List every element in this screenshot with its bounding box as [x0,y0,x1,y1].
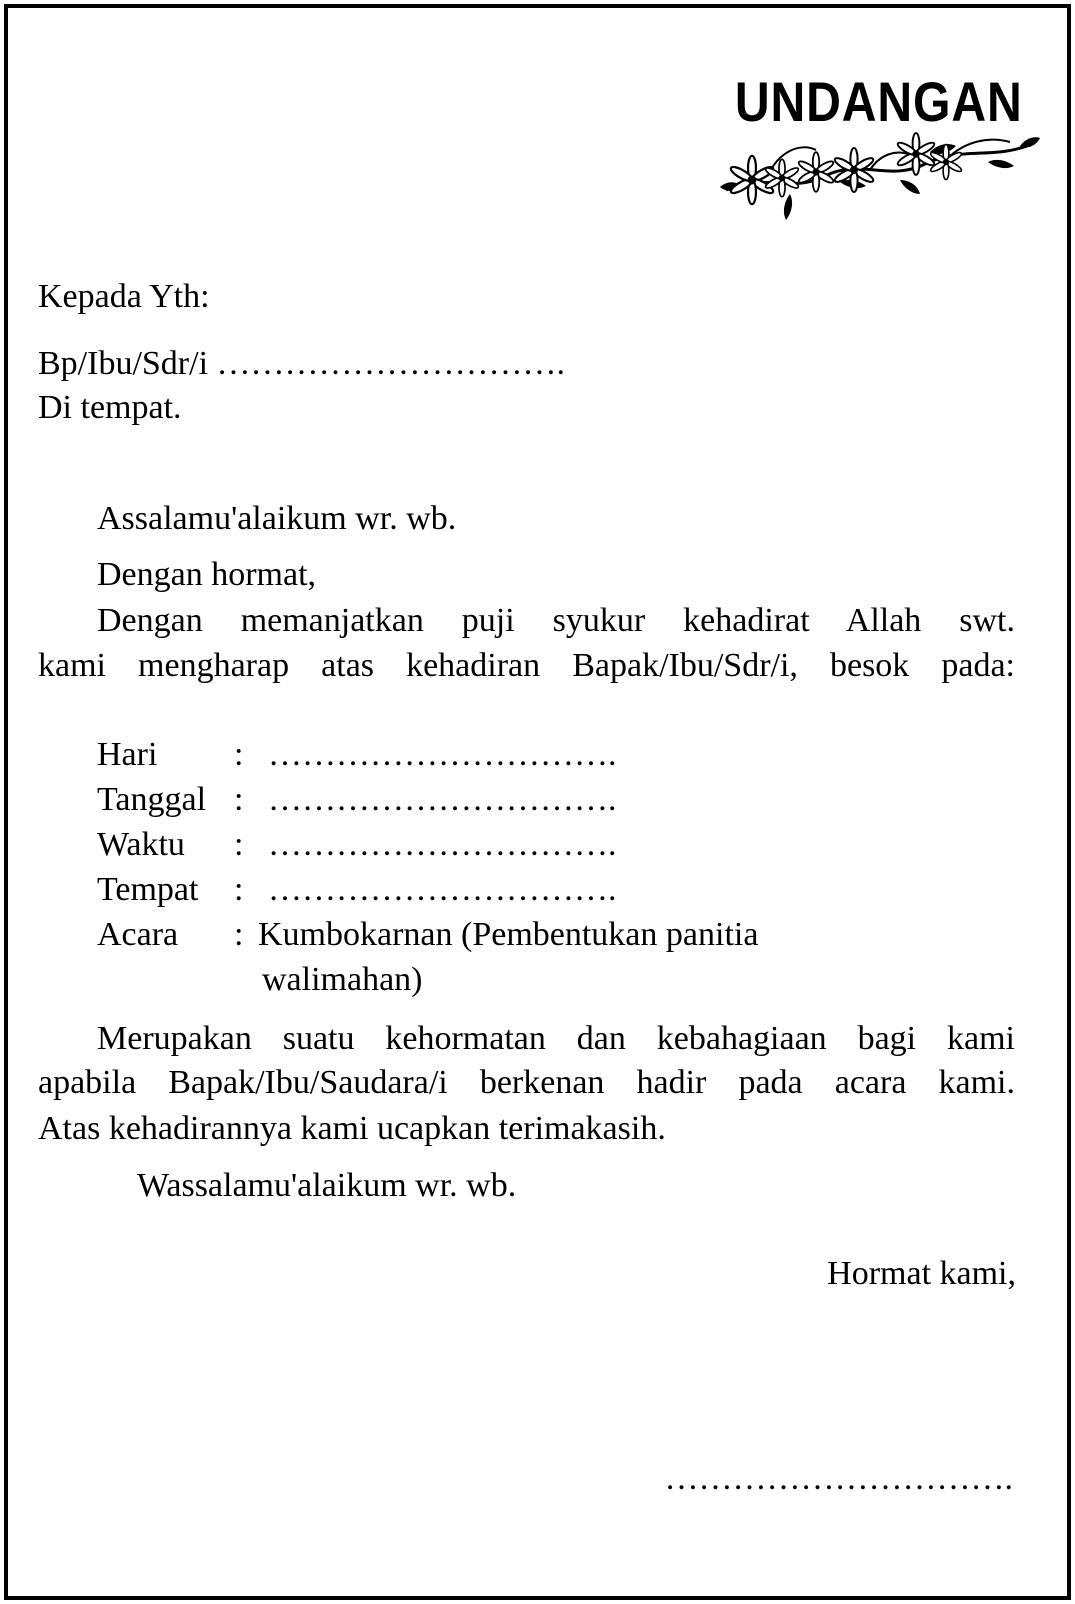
detail-value-tempat: …………………………. [268,871,617,908]
intro-line-1: Dengan memanjatkan puji syukur kehadirat Allah swt. [97,602,1015,639]
detail-colon: : [234,916,244,953]
floral-vine-ornament-icon [720,132,1040,228]
detail-label-tanggal: Tanggal [97,781,207,818]
detail-value-acara: Kumbokarnan (Pembentukan panitia [258,916,759,953]
detail-colon: : [234,871,244,908]
signature-line: …………………………. [664,1460,1013,1497]
detail-colon: : [234,826,244,863]
detail-value-waktu: …………………………. [268,826,617,863]
detail-value-hari: …………………………. [268,736,617,773]
closing-line-3: Atas kehadirannya kami ucapkan terimakasih. [38,1110,666,1147]
recipient-place-line: Di tempat. [38,389,182,426]
regards: Hormat kami, [827,1255,1016,1292]
recipient-to-line: Kepada Yth: [38,278,210,315]
salutation: Dengan hormat, [97,556,317,593]
detail-label-tempat: Tempat [97,871,199,908]
detail-colon: : [234,781,244,818]
detail-label-acara: Acara [97,916,179,953]
letter-title: UNDANGAN [735,70,1023,133]
closing-line-2: apabila Bapak/Ibu/Saudara/i berkenan hadir pada acara kami. [38,1064,1015,1101]
greeting: Assalamu'alaikum wr. wb. [97,500,457,537]
recipient-name-line: Bp/Ibu/Sdr/i …………………………. [38,345,566,382]
detail-colon: : [234,736,244,773]
detail-value-tanggal: …………………………. [268,781,617,818]
detail-value-acara-cont: walimahan) [262,961,423,998]
closing-line-1: Merupakan suatu kehormatan dan kebahagiaan bagi kami [97,1020,1015,1057]
detail-label-waktu: Waktu [97,826,185,863]
intro-line-2: kami mengharap atas kehadiran Bapak/Ibu/Sdr/i, besok pada: [38,647,1015,684]
detail-label-hari: Hari [97,736,158,773]
farewell: Wassalamu'alaikum wr. wb. [137,1167,517,1204]
